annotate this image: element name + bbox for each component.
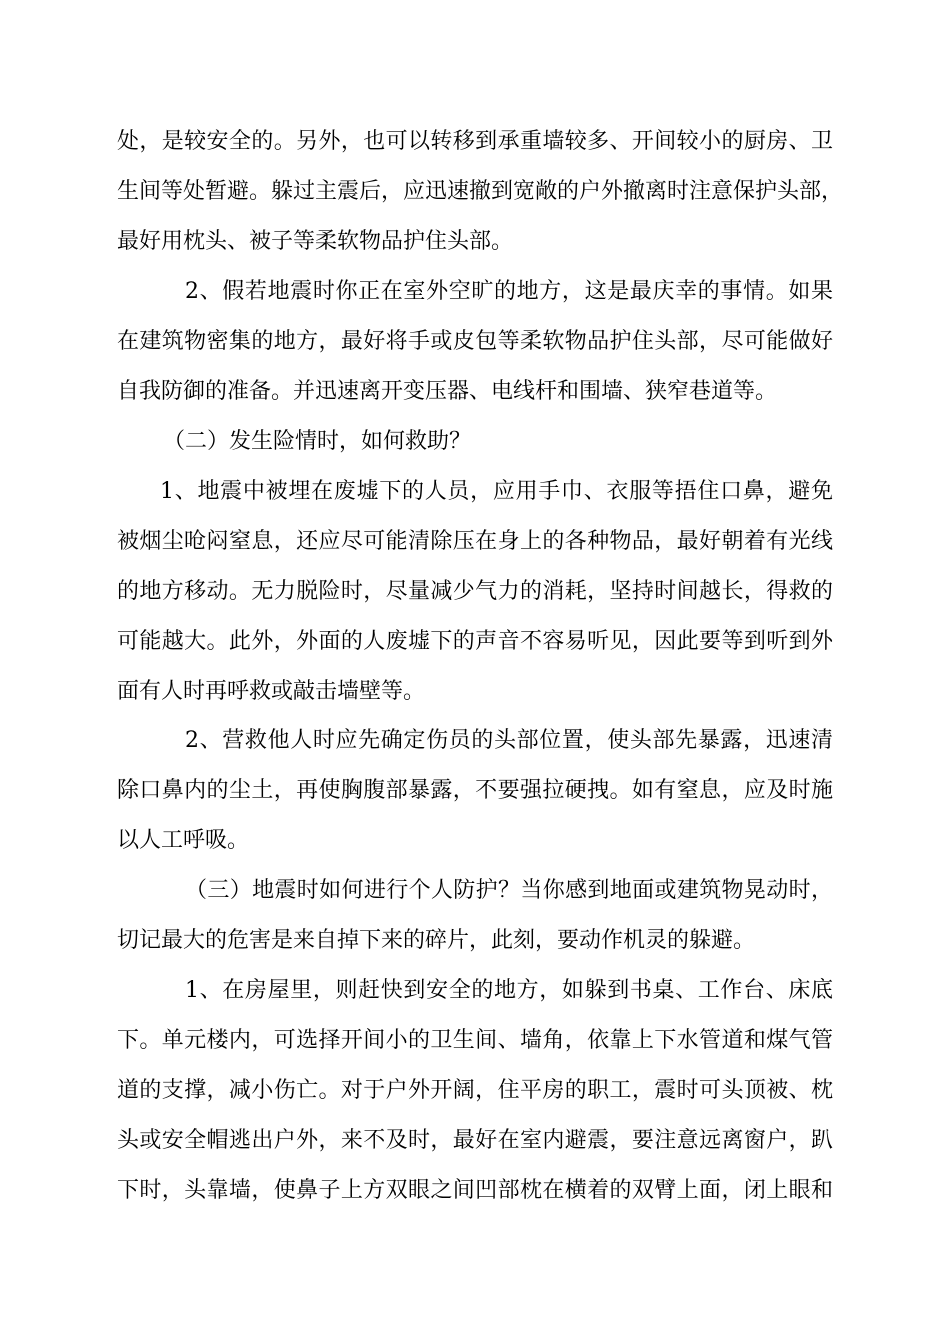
text-line: 下。单元楼内，可选择开间小的卫生间、墙角，依靠上下水管道和煤气管 [117, 1028, 833, 1053]
text-line: 处，是较安全的。另外，也可以转移到承重墙较多、开间较小的厨房、卫 [117, 129, 833, 154]
text-line: 下时，头靠墙，使鼻子上方双眼之间凹部枕在横着的双臂上面，闭上眼和 [117, 1178, 833, 1203]
text-line: 2、假若地震时你正在室外空旷的地方，这是最庆幸的事情。如果 [185, 279, 833, 304]
text-line: 切记最大的危害是来自掉下来的碎片，此刻，要动作机灵的躲避。 [117, 928, 756, 953]
text-line: 除口鼻内的尘土，再使胸腹部暴露，不要强拉硬拽。如有窒息，应及时施 [117, 778, 833, 803]
text-line: 自我防御的准备。并迅速离开变压器、电线杆和围墙、狭窄巷道等。 [117, 379, 778, 404]
text-line: 生间等处暂避。躲过主震后，应迅速撤到宽敞的户外撤离时注意保护头部， [117, 179, 844, 204]
text-line: 面有人时再呼救或敲击墙壁等。 [117, 679, 426, 704]
section-heading: （二）发生险情时，如何救助？ [163, 429, 472, 454]
text-line: 1、在房屋里，则赶快到安全的地方，如躲到书桌、工作台、床底 [185, 978, 833, 1003]
text-line: 最好用枕头、被子等柔软物品护住头部。 [117, 229, 514, 254]
text-line: 被烟尘呛闷窒息，还应尽可能清除压在身上的各种物品，最好朝着有光线 [117, 529, 833, 554]
text-line: 1、地震中被埋在废墟下的人员，应用手巾、衣服等捂住口鼻，避免 [160, 479, 833, 504]
text-line: 道的支撑，减小伤亡。对于户外开阔，住平房的职工，震时可头顶被、枕 [117, 1078, 833, 1103]
text-line: 以人工呼吸。 [117, 828, 250, 853]
text-line: 头或安全帽逃出户外，来不及时，最好在室内避震，要注意远离窗户，趴 [117, 1128, 833, 1153]
text-line: 的地方移动。无力脱险时，尽量减少气力的消耗，坚持时间越长，得救的 [117, 579, 833, 604]
text-line: 在建筑物密集的地方，最好将手或皮包等柔软物品护住头部，尽可能做好 [117, 329, 833, 354]
text-line: 2、营救他人时应先确定伤员的头部位置，使头部先暴露，迅速清 [185, 728, 833, 753]
text-line: 可能越大。此外，外面的人废墟下的声音不容易听见，因此要等到听到外 [117, 629, 833, 654]
section-heading: （三）地震时如何进行个人防护？当你感到地面或建筑物晃动时， [185, 878, 833, 903]
